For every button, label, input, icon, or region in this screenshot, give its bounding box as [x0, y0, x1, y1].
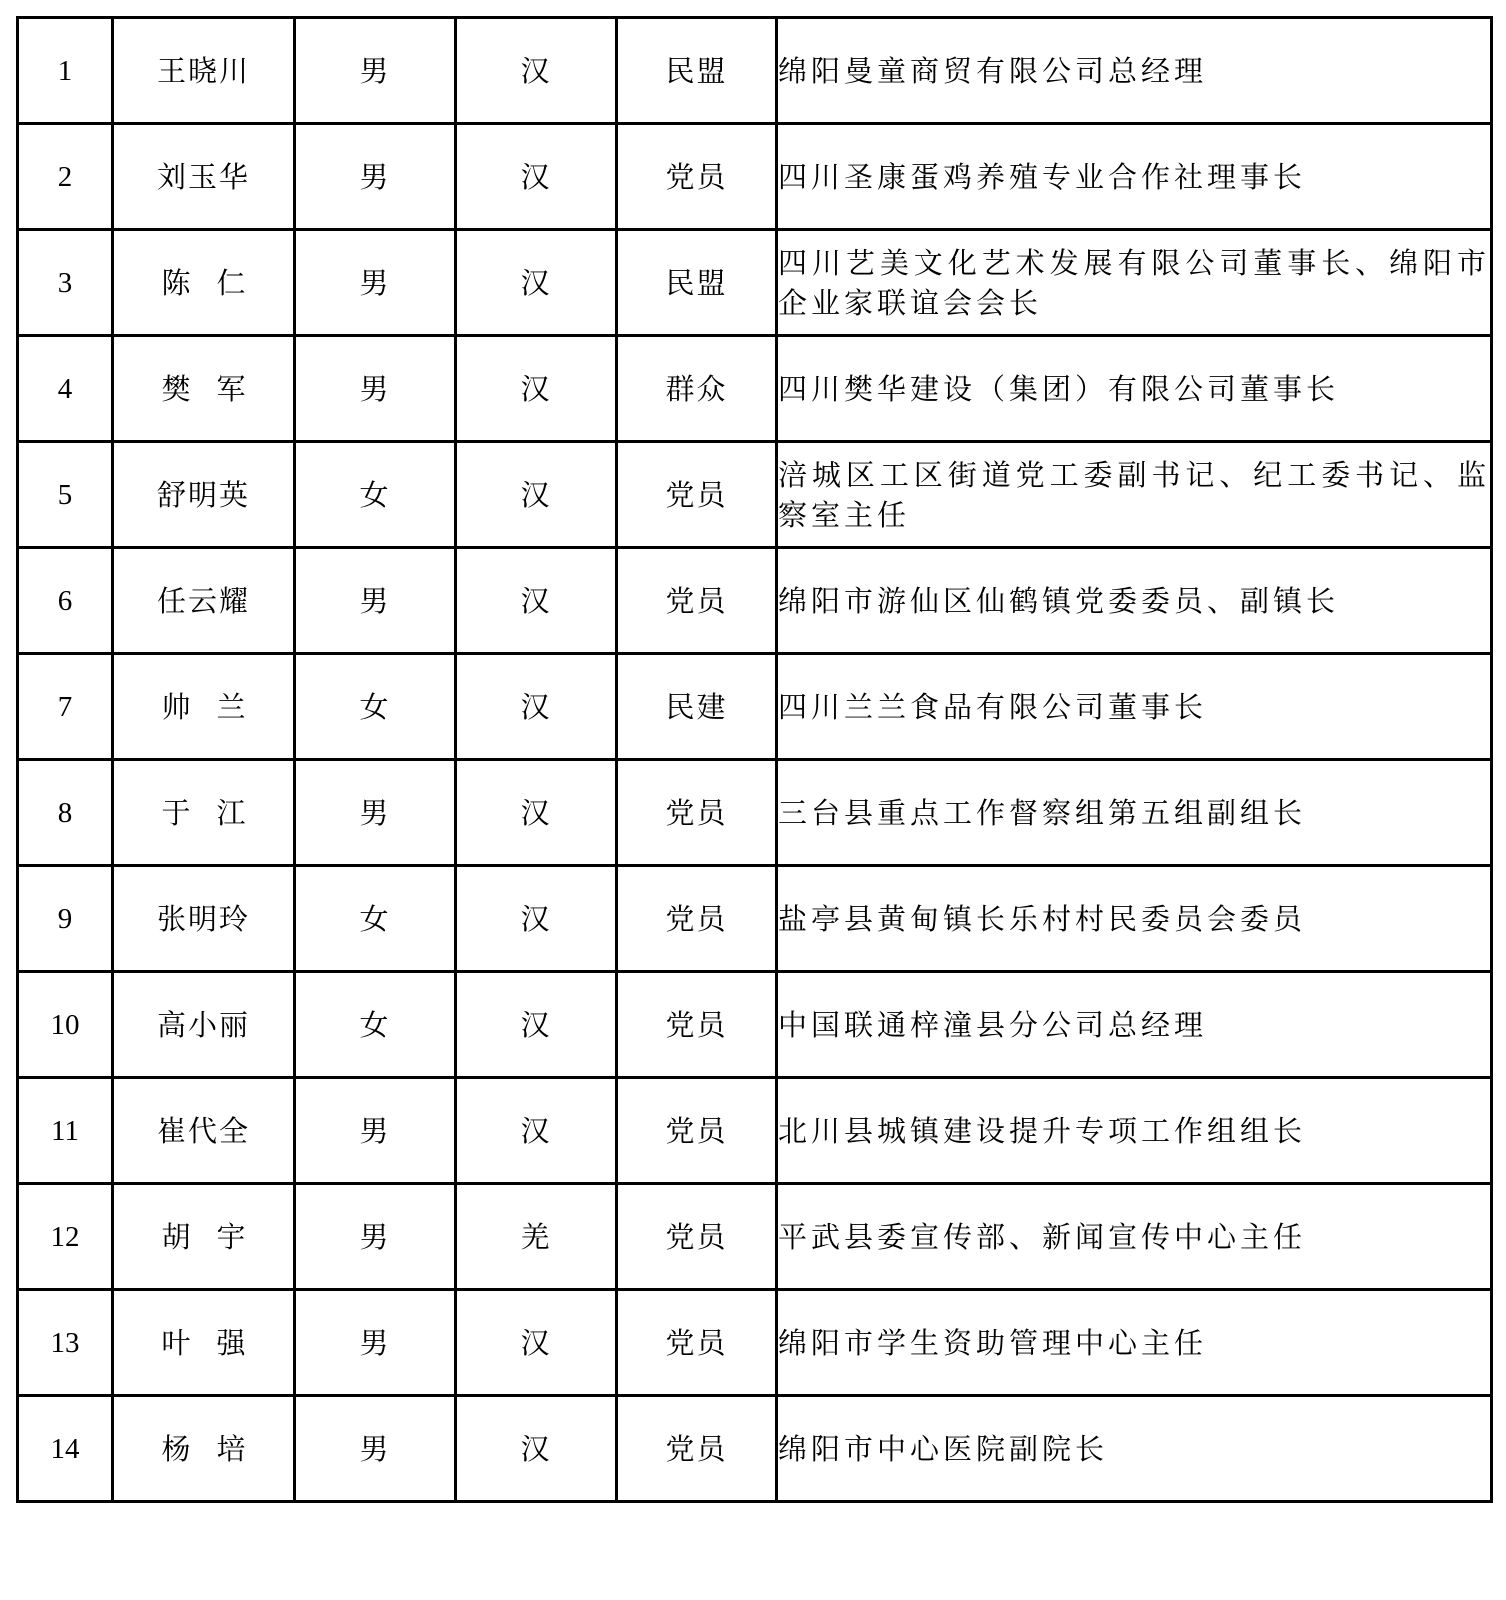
member-ethnicity: 汉: [456, 336, 617, 442]
table-row: [18, 1396, 1492, 1502]
member-ethnicity: 汉: [456, 760, 617, 866]
member-gender: 女: [295, 654, 456, 760]
member-name: 任云耀: [113, 548, 295, 654]
member-name: 张明玲: [113, 866, 295, 972]
row-number: 13: [18, 1290, 113, 1396]
member-gender: 女: [295, 442, 456, 548]
member-position: 绵阳市中心医院副院长: [777, 1396, 1492, 1502]
member-position: 绵阳市学生资助管理中心主任: [777, 1290, 1492, 1396]
member-party: 党员: [617, 1290, 777, 1396]
member-position: 四川圣康蛋鸡养殖专业合作社理事长: [777, 124, 1492, 230]
member-name: 于江: [113, 760, 295, 866]
member-name: 帅兰: [113, 654, 295, 760]
member-name: 高小丽: [113, 972, 295, 1078]
member-party: 党员: [617, 548, 777, 654]
member-ethnicity: 汉: [456, 1290, 617, 1396]
member-gender: 男: [295, 1184, 456, 1290]
member-ethnicity: 汉: [456, 124, 617, 230]
member-party: 党员: [617, 124, 777, 230]
member-gender: 男: [295, 124, 456, 230]
row-number: 1: [18, 18, 113, 124]
row-number: 5: [18, 442, 113, 548]
table-row: [18, 654, 1492, 760]
member-gender: 男: [295, 548, 456, 654]
member-party: 党员: [617, 760, 777, 866]
member-gender: 男: [295, 1078, 456, 1184]
row-number: 14: [18, 1396, 113, 1502]
row-number: 11: [18, 1078, 113, 1184]
table-row: [18, 442, 1492, 548]
member-position: 北川县城镇建设提升专项工作组组长: [777, 1078, 1492, 1184]
member-name: 王晓川: [113, 18, 295, 124]
table-row: [18, 866, 1492, 972]
table-row: [18, 124, 1492, 230]
member-party: 党员: [617, 1078, 777, 1184]
member-ethnicity: 汉: [456, 866, 617, 972]
member-party: 党员: [617, 442, 777, 548]
member-position: 平武县委宣传部、新闻宣传中心主任: [777, 1184, 1492, 1290]
table-row: [18, 760, 1492, 866]
row-number: 12: [18, 1184, 113, 1290]
row-number: 10: [18, 972, 113, 1078]
row-number: 6: [18, 548, 113, 654]
member-party: 民盟: [617, 18, 777, 124]
table-row: [18, 972, 1492, 1078]
member-party: 党员: [617, 1396, 777, 1502]
member-position: 中国联通梓潼县分公司总经理: [777, 972, 1492, 1078]
row-number: 2: [18, 124, 113, 230]
member-ethnicity: 汉: [456, 442, 617, 548]
roster-table: [16, 16, 1493, 1503]
table-row: [18, 1078, 1492, 1184]
member-party: 党员: [617, 972, 777, 1078]
member-ethnicity: 汉: [456, 1396, 617, 1502]
roster-body: [18, 18, 1492, 1502]
member-ethnicity: 羌: [456, 1184, 617, 1290]
member-gender: 男: [295, 760, 456, 866]
row-number: 4: [18, 336, 113, 442]
member-party: 党员: [617, 866, 777, 972]
member-gender: 女: [295, 972, 456, 1078]
member-name: 陈仁: [113, 230, 295, 336]
row-number: 9: [18, 866, 113, 972]
member-name: 崔代全: [113, 1078, 295, 1184]
row-number: 8: [18, 760, 113, 866]
table-row: [18, 1290, 1492, 1396]
member-gender: 男: [295, 1396, 456, 1502]
member-ethnicity: 汉: [456, 1078, 617, 1184]
row-number: 3: [18, 230, 113, 336]
member-ethnicity: 汉: [456, 548, 617, 654]
member-name: 杨培: [113, 1396, 295, 1502]
member-gender: 男: [295, 230, 456, 336]
member-name: 舒明英: [113, 442, 295, 548]
table-row: [18, 18, 1492, 124]
table-row: [18, 336, 1492, 442]
member-gender: 男: [295, 18, 456, 124]
member-ethnicity: 汉: [456, 972, 617, 1078]
member-name: 胡宇: [113, 1184, 295, 1290]
member-position: 绵阳曼童商贸有限公司总经理: [777, 18, 1492, 124]
table-row: [18, 548, 1492, 654]
member-position: 绵阳市游仙区仙鹤镇党委委员、副镇长: [777, 548, 1492, 654]
member-position: 四川艺美文化艺术发展有限公司董事长、绵阳市企业家联谊会会长: [777, 230, 1492, 336]
member-name: 刘玉华: [113, 124, 295, 230]
member-name: 叶强: [113, 1290, 295, 1396]
member-party: 党员: [617, 1184, 777, 1290]
member-position: 四川兰兰食品有限公司董事长: [777, 654, 1492, 760]
table-row: [18, 1184, 1492, 1290]
member-position: 盐亭县黄甸镇长乐村村民委员会委员: [777, 866, 1492, 972]
member-gender: 男: [295, 1290, 456, 1396]
member-gender: 女: [295, 866, 456, 972]
member-party: 群众: [617, 336, 777, 442]
member-position: 三台县重点工作督察组第五组副组长: [777, 760, 1492, 866]
member-ethnicity: 汉: [456, 654, 617, 760]
member-name: 樊军: [113, 336, 295, 442]
member-ethnicity: 汉: [456, 230, 617, 336]
member-position: 涪城区工区街道党工委副书记、纪工委书记、监察室主任: [777, 442, 1492, 548]
member-ethnicity: 汉: [456, 18, 617, 124]
member-gender: 男: [295, 336, 456, 442]
member-position: 四川樊华建设（集团）有限公司董事长: [777, 336, 1492, 442]
member-party: 民盟: [617, 230, 777, 336]
row-number: 7: [18, 654, 113, 760]
table-row: [18, 230, 1492, 336]
member-party: 民建: [617, 654, 777, 760]
